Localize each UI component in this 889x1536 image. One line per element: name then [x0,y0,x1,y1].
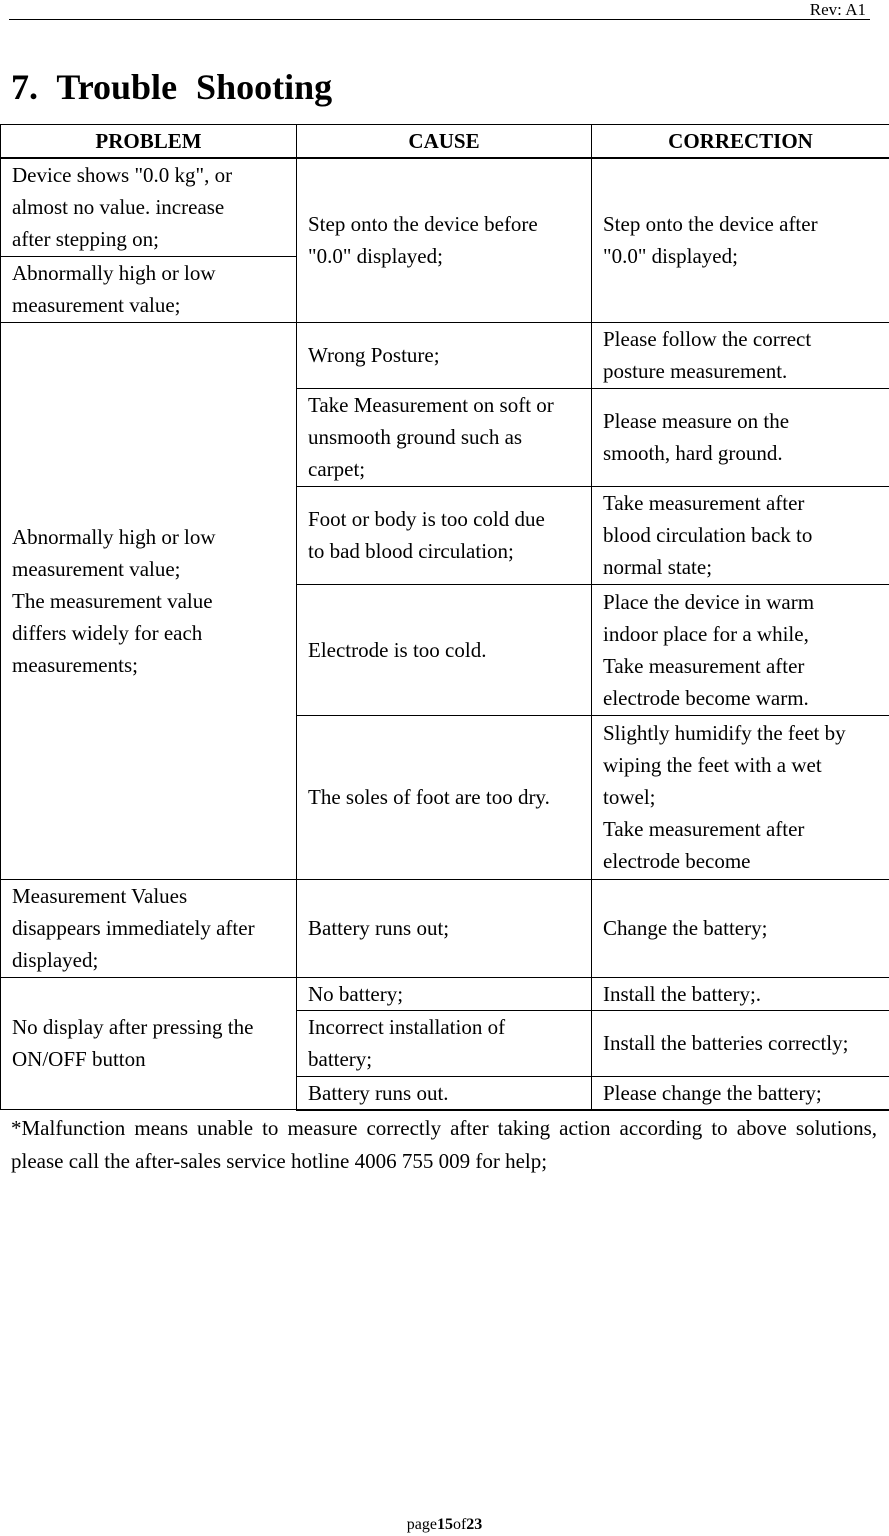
correction-cell: Install the battery;. [592,977,889,1010]
correction-cell: Change the battery; [592,879,889,977]
correction-cell: Step onto the device after "0.0" displayed; [592,158,889,322]
correction-cell: Take measurement after blood circulation back to normal state; [592,486,889,584]
correction-cell: Slightly humidify the feet by wiping the feet with a wet towel; Take measurement after electrode become [592,715,889,879]
table-header-row [1,125,889,159]
total-pages: 23 [466,1516,483,1533]
malfunction-note: *Malfunction means unable to measure correctly after taking action according to above solutions, please call the after-sales service hotline 4006 755 009 for help; [11,1116,877,1173]
correction-cell: Please measure on the smooth, hard ground. [592,388,889,486]
problem-cell: No display after pressing the ON/OFF button [1,977,297,1110]
cause-cell: Step onto the device before "0.0" displayed; [297,158,592,322]
correction-cell: Place the device in warm indoor place for a while, Take measurement after electrode become warm. [592,584,889,715]
problem-cell: Measurement Values disappears immediately after displayed; [1,879,297,977]
header-problem: PROBLEM [1,125,297,159]
header-correction: CORRECTION [592,125,889,159]
troubleshooting-table [0,124,889,1111]
header-rule [9,19,870,20]
current-page: 15 [436,1516,453,1533]
correction-cell: Install the batteries correctly; [592,1010,889,1076]
revision-label: Rev: A1 [809,0,866,19]
problem-cell: Abnormally high or low measurement value; [1,256,297,322]
correction-cell: Please change the battery; [592,1076,889,1110]
cause-cell: Battery runs out; [297,879,592,977]
table-row [1,322,889,388]
cause-cell: The soles of foot are too dry. [297,715,592,879]
correction-cell: Please follow the correct posture measurement. [592,322,889,388]
problem-cell: Device shows "0.0 kg", or almost no value. increase after stepping on; [1,158,297,256]
table-row [1,158,889,256]
table-row [1,977,889,1010]
section-title: 7. Trouble Shooting [11,67,333,107]
cause-cell: Wrong Posture; [297,322,592,388]
cause-cell: Foot or body is too cold due to bad blood circulation; [297,486,592,584]
page-number: page15of23 [406,1516,483,1533]
table-row [1,879,889,977]
header-cause: CAUSE [297,125,592,159]
cause-cell: Battery runs out. [297,1076,592,1110]
cause-cell: Take Measurement on soft or unsmooth ground such as carpet; [297,388,592,486]
cause-cell: Incorrect installation of battery; [297,1010,592,1076]
cause-cell: Electrode is too cold. [297,584,592,715]
cause-cell: No battery; [297,977,592,1010]
problem-cell: Abnormally high or low measurement value; The measurement value differs widely for each measurements; [1,322,297,879]
